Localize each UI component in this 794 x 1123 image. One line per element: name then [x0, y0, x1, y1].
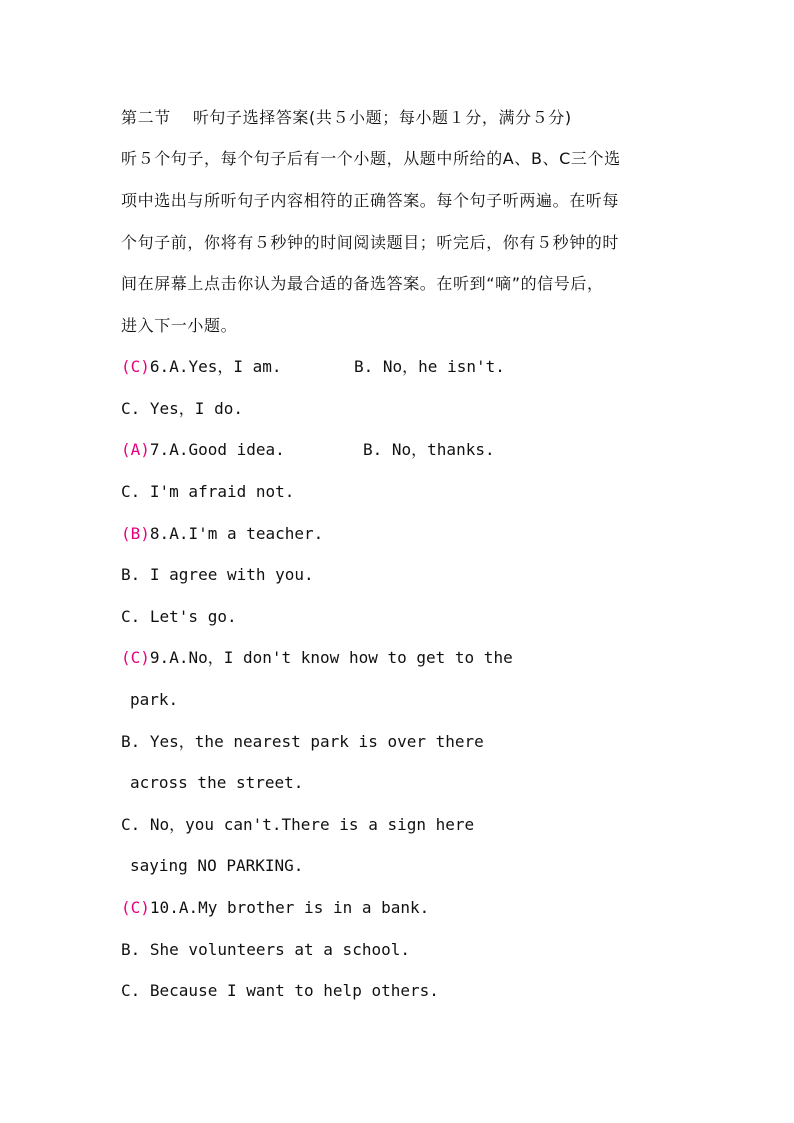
- question-6: [121, 357, 505, 377]
- section-title: 第二节: [121, 108, 171, 127]
- question-number: 8.: [149, 524, 170, 543]
- answer-mark: (A): [121, 440, 150, 459]
- option-c: C. Because I want to help others.: [121, 981, 439, 1000]
- instruction-line: 进入下一小题。: [121, 316, 238, 335]
- instruction-line: 听５个句子，每个句子后有一个小题，从题中所给的A、B、C三个选: [121, 149, 621, 168]
- option-a: A.I'm a teacher.: [169, 524, 324, 543]
- option-a: A.Good idea.: [169, 440, 285, 459]
- section-subtitle: 听句子选择答案(共５小题；每小题１分，满分５分): [192, 108, 572, 127]
- option-a-continued: park.: [130, 690, 179, 709]
- option-b: B. No，he isn't.: [354, 357, 505, 376]
- instruction-line: 间在屏幕上点击你认为最合适的备选答案。在听到“嘀”的信号后，: [121, 274, 604, 293]
- option-b: B. I agree with you.: [121, 565, 314, 584]
- option-b: B. She volunteers at a school.: [121, 940, 410, 959]
- section-heading: [121, 108, 572, 128]
- question-8: [121, 524, 323, 544]
- question-9: [121, 648, 513, 668]
- question-number: 9.: [149, 648, 170, 667]
- answer-mark: (B): [121, 524, 150, 543]
- answer-mark: (C): [121, 898, 150, 917]
- option-c: C. Yes，I do.: [121, 399, 243, 418]
- question-7: [121, 440, 495, 460]
- answer-mark: (C): [121, 357, 150, 376]
- question-number: 10.: [149, 898, 179, 917]
- option-b: B. Yes，the nearest park is over there: [121, 732, 484, 751]
- option-b: B. No，thanks.: [363, 440, 495, 459]
- option-a: A.Yes，I am.: [169, 357, 282, 376]
- option-b-continued: across the street.: [130, 773, 304, 792]
- option-c: C. No，you can't.There is a sign here: [121, 815, 475, 834]
- question-number: 7.: [149, 440, 170, 459]
- option-c-continued: saying NO PARKING.: [130, 856, 304, 875]
- question-10: [121, 898, 429, 918]
- option-a: A.My brother is in a bank.: [178, 898, 430, 917]
- option-c: C. I'm afraid not.: [121, 482, 295, 501]
- instruction-line: 项中选出与所听句子内容相符的正确答案。每个句子听两遍。在听每: [121, 191, 620, 210]
- answer-mark: (C): [121, 648, 150, 667]
- option-c: C. Let's go.: [121, 607, 237, 626]
- question-number: 6.: [149, 357, 170, 376]
- option-a: A.No，I don't know how to get to the: [169, 648, 513, 667]
- instruction-line: 个句子前，你将有５秒钟的时间阅读题目；听完后，你有５秒钟的时: [121, 233, 620, 252]
